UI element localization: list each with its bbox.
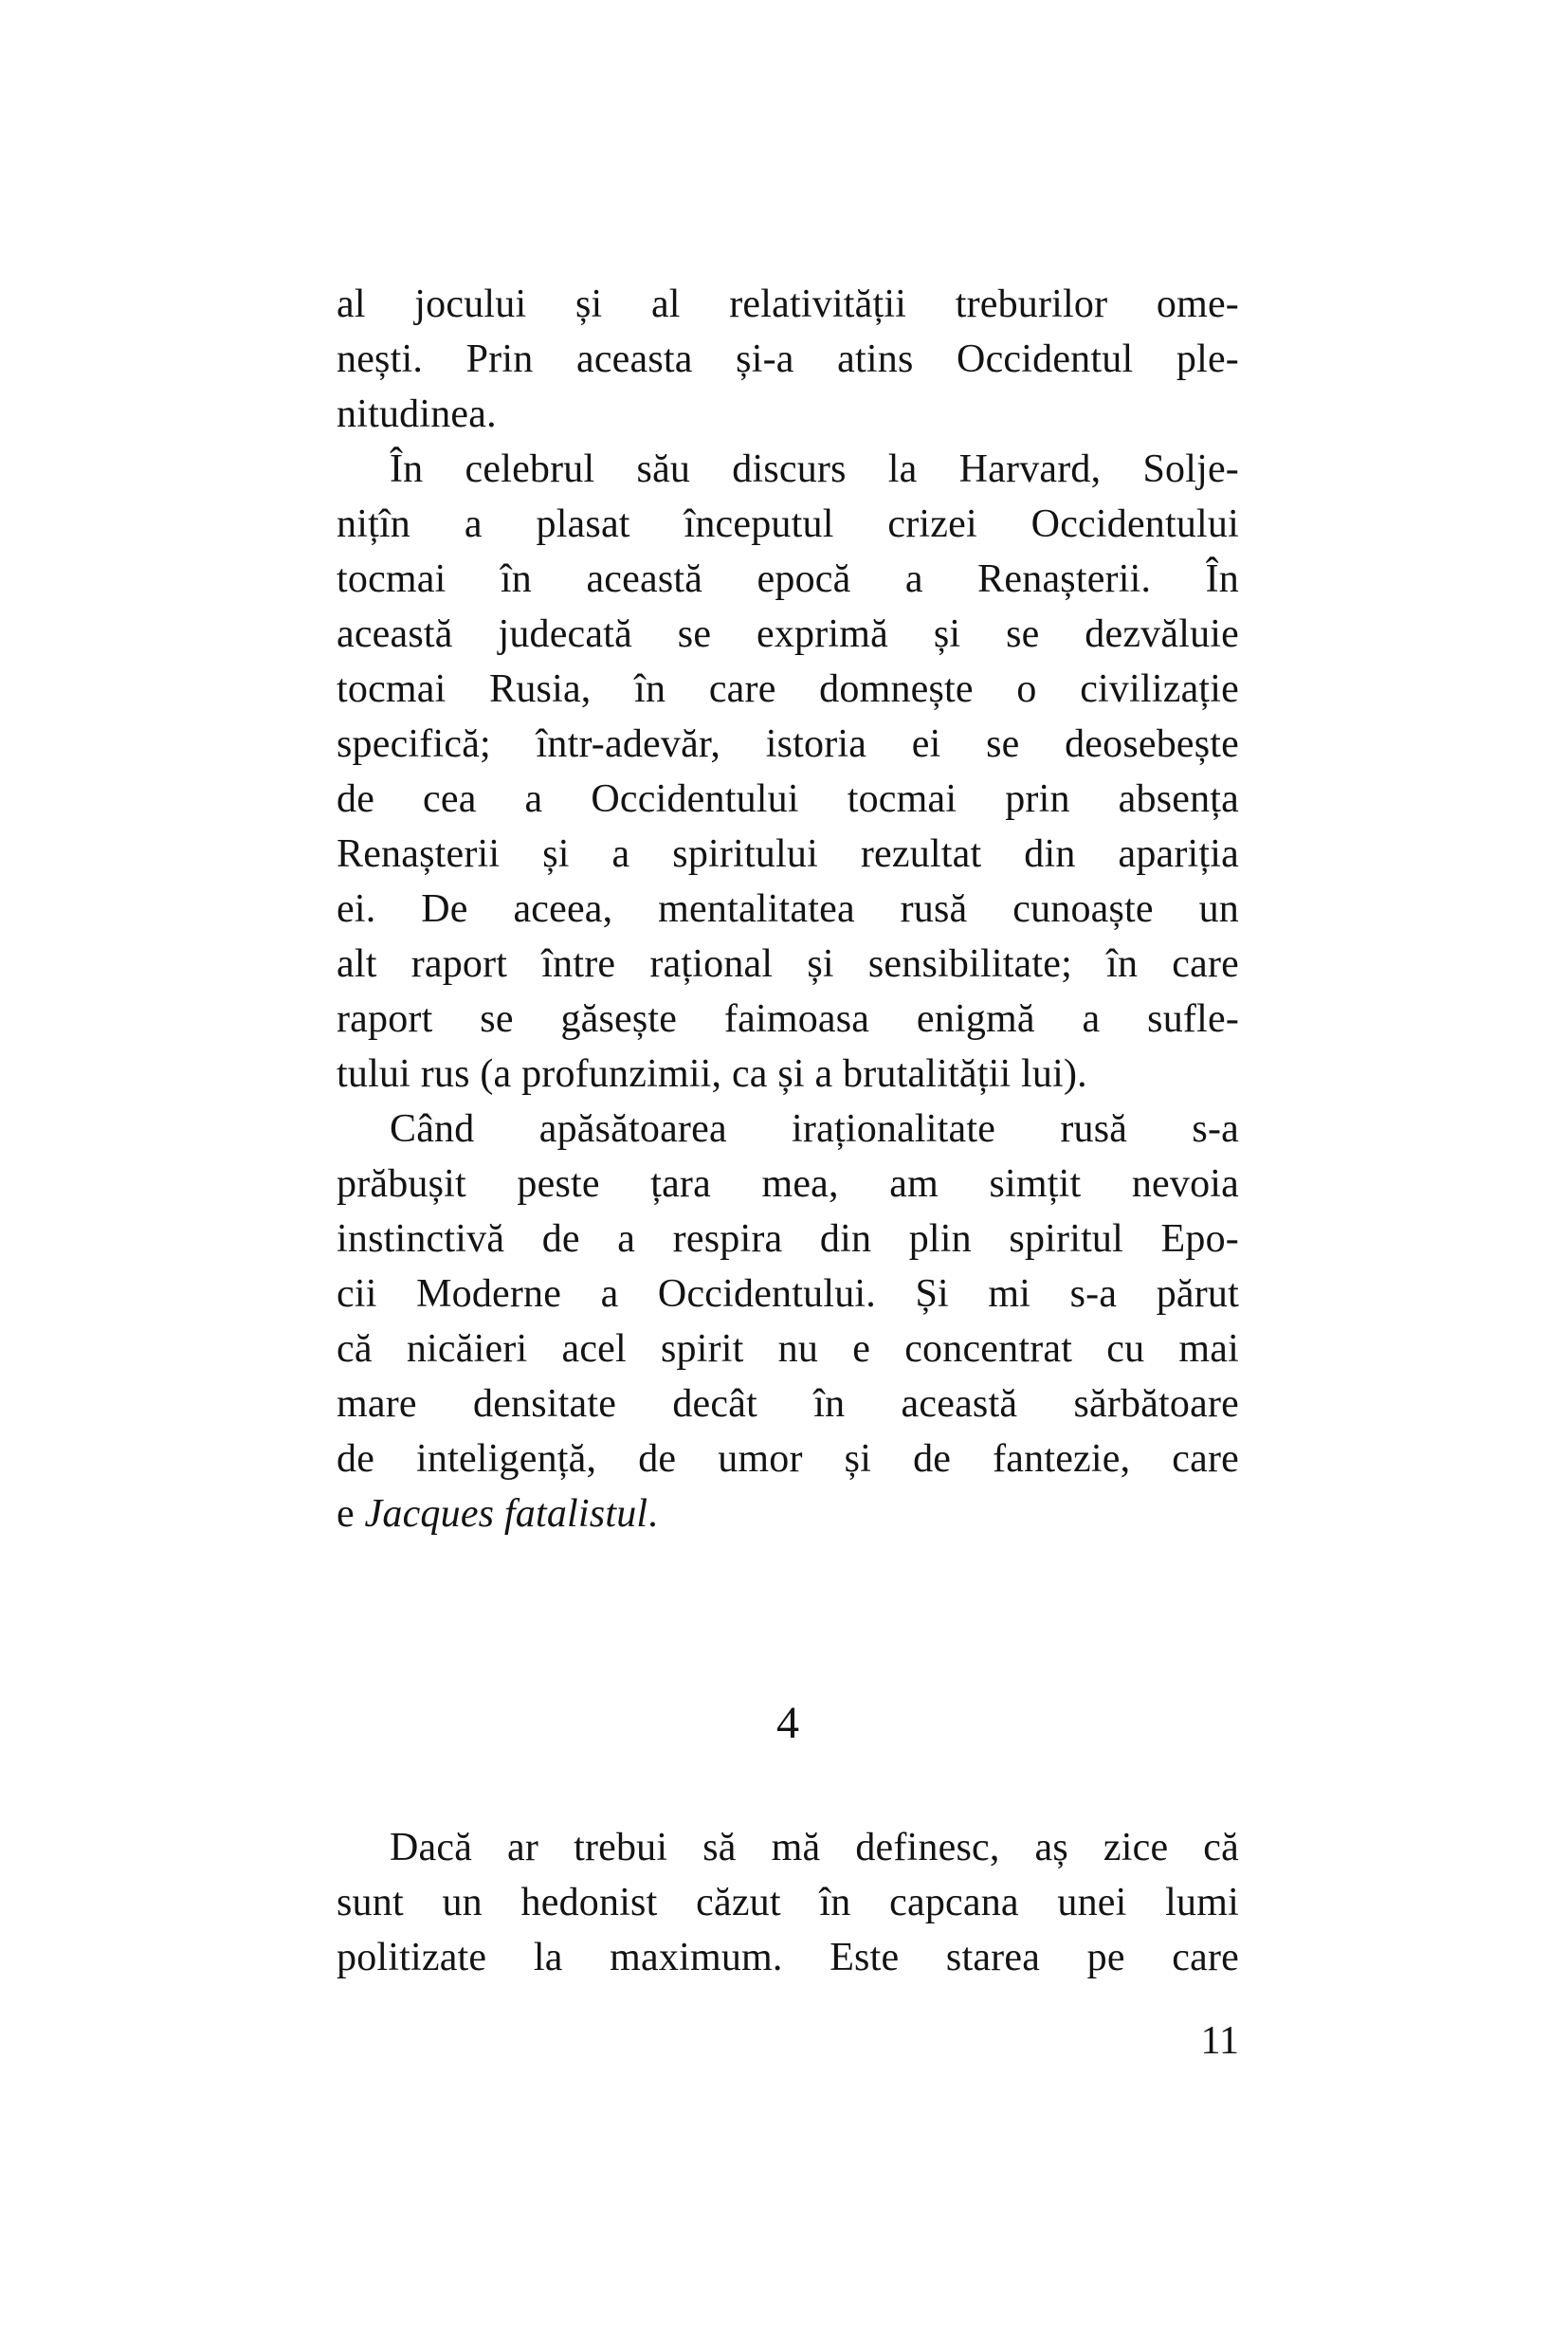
text-line: Renașterii și a spiritului rezultat din apariția [337, 832, 1239, 876]
text-line: tocmai în această epocă a Renașterii. În [337, 557, 1239, 601]
text-line: alt raport între rațional și sensibilitate; în care [337, 942, 1239, 986]
text-segment: e [337, 1492, 365, 1536]
text-line: de cea a Occidentului tocmai prin absența [337, 777, 1239, 821]
text-line: sunt un hedonist căzut în capcana unei lumi [337, 1881, 1239, 1924]
section-heading: 4 [776, 1698, 799, 1748]
text-line: politizate la maximum. Este starea pe care [337, 1936, 1239, 1979]
text-line: mare densitate decât în această sărbătoare [337, 1382, 1239, 1426]
text-line: raport se găsește faimoasa enigmă a sufle- [337, 997, 1239, 1041]
text-line: cii Moderne a Occidentului. Și mi s-a părut [337, 1272, 1239, 1316]
text-line: tului rus (a profunzimii, ca și a brutalității lui). [337, 1052, 1087, 1096]
text-line: prăbușit peste țara mea, am simțit nevoia [337, 1162, 1239, 1206]
text-line: că nicăieri acel spirit nu e concentrat cu mai [337, 1327, 1239, 1371]
text-line: instinctivă de a respira din plin spiritul Epo- [337, 1217, 1239, 1261]
text-line: specifică; într-adevăr, istoria ei se deosebește [337, 722, 1239, 766]
text-line: În celebrul său discurs la Harvard, Solje- [390, 447, 1239, 491]
text-line: al jocului și al relativității treburilor ome- [337, 282, 1239, 326]
text-line: de inteligență, de umor și de fantezie, care [337, 1437, 1239, 1481]
italic-book-title: Jacques fatalistul [364, 1492, 648, 1536]
text-block [337, 277, 1239, 2069]
text-line: ei. De aceea, mentalitatea rusă cunoaște un [337, 887, 1239, 931]
text-line: această judecată se exprimă și se dezvăluie [337, 612, 1239, 656]
text-line: nești. Prin aceasta și-a atins Occidentul ple- [337, 337, 1239, 381]
text-segment: . [647, 1492, 658, 1536]
text-line: nițîn a plasat începutul crizei Occidentului [337, 502, 1239, 546]
text-line-with-italic [337, 1486, 1239, 1541]
text-line: tocmai Rusia, în care domnește o civilizație [337, 667, 1239, 711]
text-line: Dacă ar trebui să mă definesc, aș zice că [390, 1826, 1239, 1869]
text-line: Când apăsătoarea iraționalitate rusă s-a [390, 1107, 1239, 1151]
page-number: 11 [1200, 2019, 1239, 2063]
text-line: nitudinea. [337, 392, 497, 436]
